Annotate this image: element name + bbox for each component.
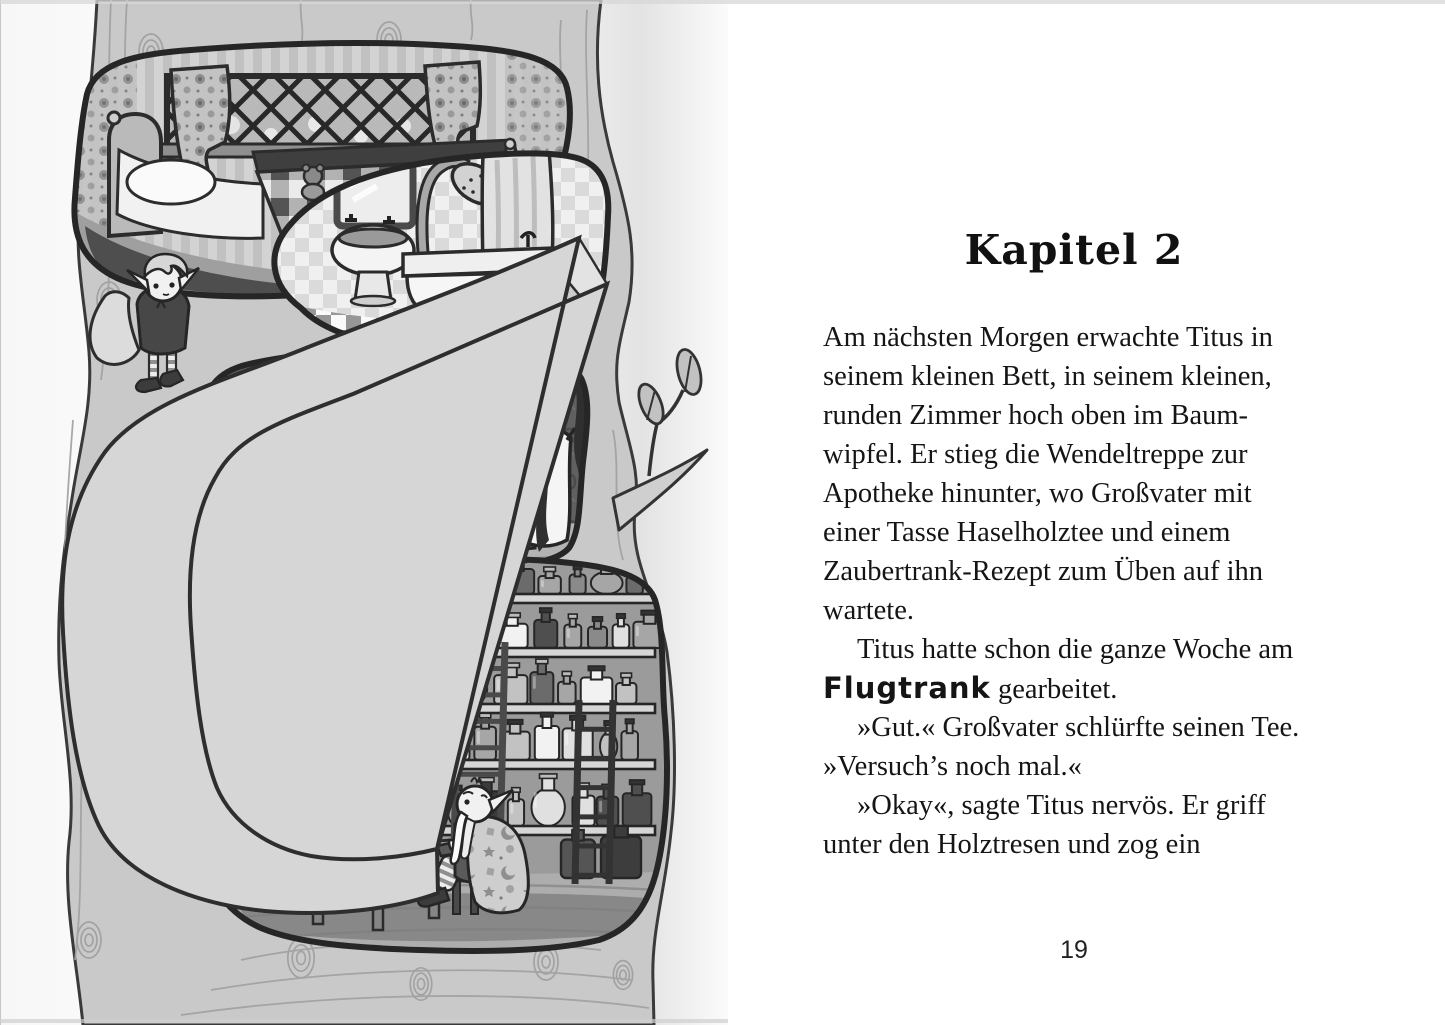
chapter-title: Kapitel 2 bbox=[964, 226, 1184, 274]
text-line: »Versuch’s noch mal.« bbox=[823, 751, 1082, 782]
text-line: »Okay«, sagte Titus nervös. Er griff bbox=[857, 790, 1266, 821]
text-line: wartete. bbox=[823, 595, 914, 626]
treehouse-illustration bbox=[1, 0, 729, 1025]
text-line: wipfel. Er stieg die Wendeltreppe zur bbox=[823, 439, 1248, 470]
teddy-bear bbox=[302, 165, 324, 201]
text-line: Flugtrank gearbeitet. bbox=[823, 671, 1118, 705]
text-line: Zaubertrank-Rezept zum Üben auf ihn bbox=[823, 556, 1263, 587]
page-right bbox=[728, 0, 1445, 1025]
text-line: einer Tasse Haselholztee und einem bbox=[823, 517, 1231, 548]
text-line: runden Zimmer hoch oben im Baum- bbox=[823, 400, 1249, 431]
text-line: Am nächsten Morgen erwachte Titus in bbox=[823, 322, 1273, 353]
page-top-edge bbox=[0, 0, 1445, 4]
page-number: 19 bbox=[1060, 936, 1088, 964]
text-line: Titus hatte schon die ganze Woche am bbox=[857, 634, 1294, 665]
text-line: seinem kleinen Bett, in seinem kleinen, bbox=[823, 361, 1272, 392]
handwritten-word: Flugtrank bbox=[823, 671, 991, 705]
page-bottom-edge bbox=[0, 1019, 728, 1023]
text-line: unter den Holztresen und zog ein bbox=[823, 829, 1201, 860]
body-text bbox=[823, 318, 1335, 864]
text-line: »Gut.« Großvater schlürfte seinen Tee. bbox=[857, 712, 1300, 743]
text-line: Apotheke hinunter, wo Großvater mit bbox=[823, 478, 1252, 509]
